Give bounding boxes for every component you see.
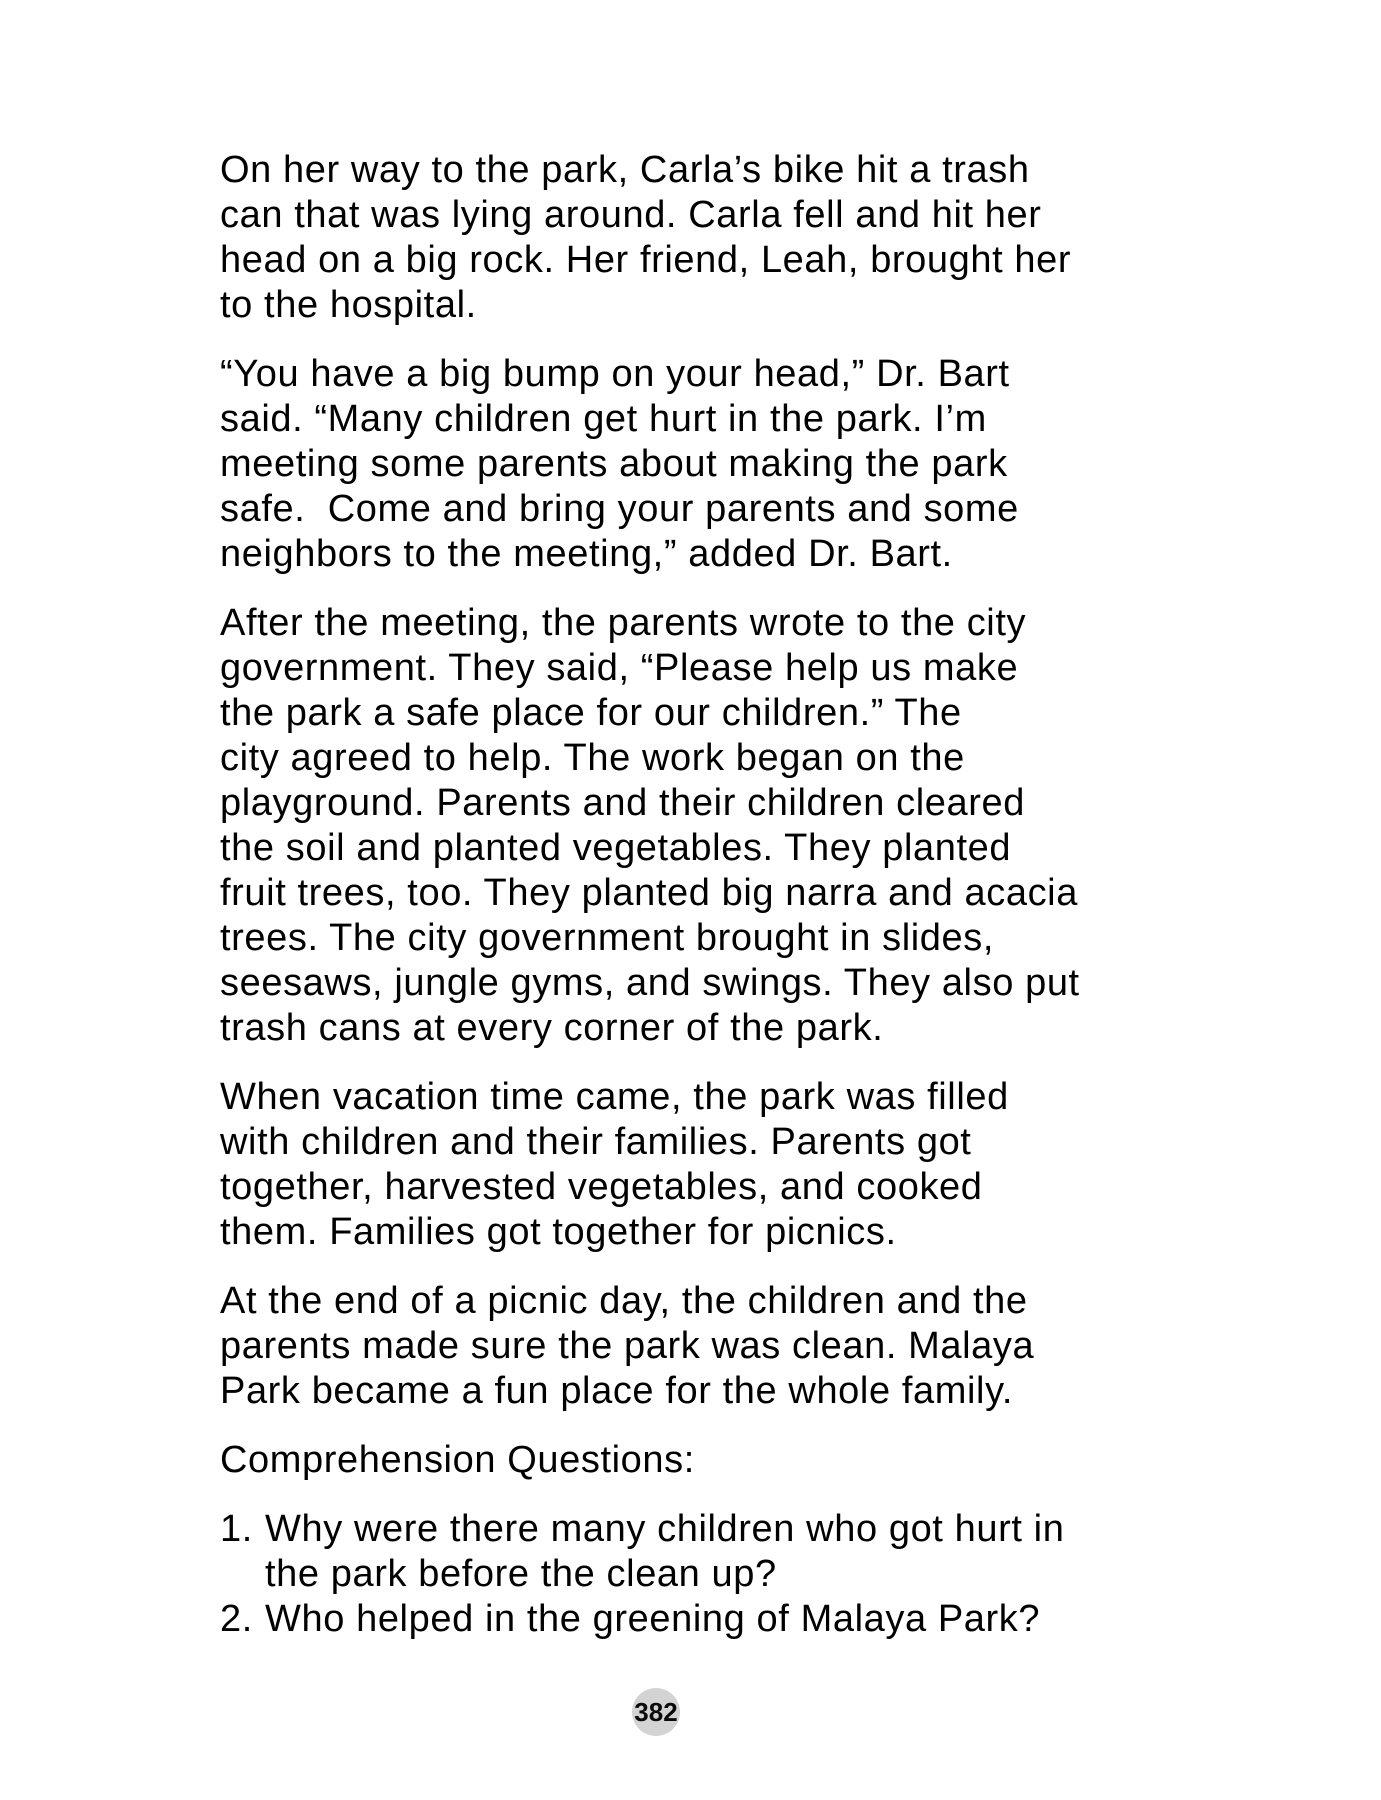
text-line: can that was lying around. Carla fell and hit her (220, 194, 1042, 236)
text-line: them. Families got together for picnics. (220, 1211, 897, 1253)
question-text (265, 1597, 1170, 1642)
question-text (265, 1507, 1170, 1597)
text-line: seesaws, jungle gyms, and swings. They also put (220, 962, 1080, 1004)
text-line: Park became a fun place for the whole family. (220, 1370, 1014, 1412)
text-line: said. “Many children get hurt in the park. I’m (220, 398, 987, 440)
text-line: with children and their families. Parents got (220, 1121, 972, 1163)
text-line: trees. The city government brought in slides, (220, 917, 995, 959)
text-line: government. They said, “Please help us make (220, 647, 1019, 689)
text-line: Why were there many children who got hurt in (265, 1508, 1065, 1550)
question-number: 1. (220, 1508, 253, 1550)
text-line: fruit trees, too. They planted big narra and acacia (220, 872, 1078, 914)
questions-heading: Comprehension Questions: (220, 1439, 695, 1481)
paragraph-3 (220, 601, 1170, 1051)
text-line: trash cans at every corner of the park. (220, 1007, 884, 1049)
paragraph-5 (220, 1279, 1170, 1414)
text-line: together, harvested vegetables, and cooked (220, 1166, 983, 1208)
text-line: city agreed to help. The work began on the (220, 737, 965, 779)
text-line: On her way to the park, Carla’s bike hit a trash (220, 149, 1030, 191)
text-line: safe. Come and bring your parents and some (220, 488, 1019, 530)
text-line: playground. Parents and their children cleared (220, 782, 1025, 824)
text-line: the park a safe place for our children.” The (220, 692, 962, 734)
text-line: meeting some parents about making the park (220, 443, 1008, 485)
question-1 (220, 1507, 1170, 1597)
text-line: Who helped in the greening of Malaya Park? (265, 1598, 1041, 1640)
paragraph-2 (220, 352, 1170, 577)
question-number: 2. (220, 1598, 253, 1640)
text-line: “You have a big bump on your head,” Dr. Bart (220, 353, 1010, 395)
page-number-badge (632, 1688, 680, 1736)
text-line: When vacation time came, the park was filled (220, 1076, 1009, 1118)
text-line: At the end of a picnic day, the children and the (220, 1280, 1028, 1322)
question-2 (220, 1597, 1170, 1642)
text-line: neighbors to the meeting,” added Dr. Bart. (220, 533, 953, 575)
page-number: 382 (634, 1696, 678, 1727)
paragraph-1 (220, 148, 1170, 328)
paragraph-4 (220, 1075, 1170, 1255)
text-line: the soil and planted vegetables. They planted (220, 827, 1012, 869)
text-line: to the hospital. (220, 284, 477, 326)
text-line: head on a big rock. Her friend, Leah, brought her (220, 239, 1072, 281)
reading-passage (220, 148, 1170, 1642)
text-line: the park before the clean up? (265, 1553, 777, 1595)
text-line: After the meeting, the parents wrote to the city (220, 602, 1027, 644)
text-line: parents made sure the park was clean. Malaya (220, 1325, 1035, 1367)
